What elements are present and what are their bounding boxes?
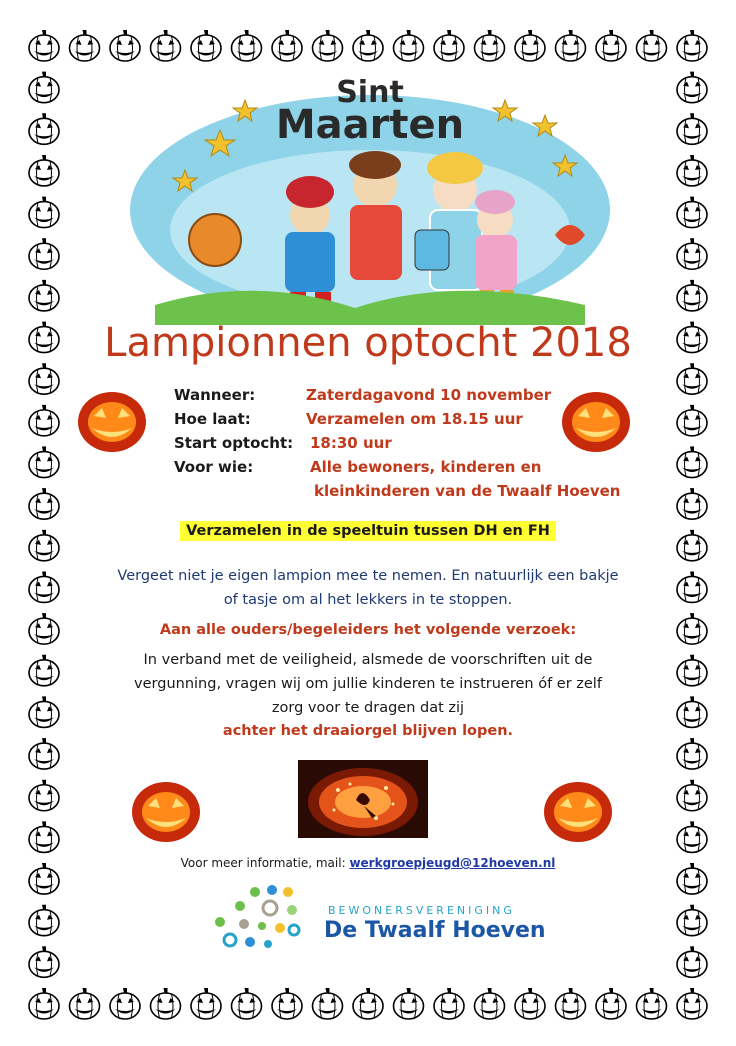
- pumpkin-border-icon: [29, 946, 59, 977]
- notice-line: vergunning, vragen wij om jullie kinderen te instrueren óf er zelf: [134, 676, 602, 692]
- pumpkin-border-icon: [353, 30, 383, 61]
- pumpkin-border-icon: [353, 988, 383, 1019]
- pumpkin-border-icon: [29, 988, 59, 1019]
- contact-email-link[interactable]: werkgroepjeugd@12hoeven.nl: [349, 856, 556, 870]
- detail-row-for-whom-cont: [174, 482, 634, 506]
- pumpkin-border-icon: [191, 988, 221, 1019]
- pumpkin-border-icon: [191, 30, 221, 61]
- pumpkin-border-icon: [677, 280, 707, 311]
- pumpkin-border-icon: [677, 905, 707, 936]
- detail-value: kleinkinderen van de Twaalf Hoeven: [314, 482, 621, 500]
- pumpkin-border-icon: [475, 988, 505, 1019]
- contact-info: [70, 856, 666, 870]
- association-logo: [200, 882, 560, 952]
- pumpkin-border-icon: [29, 405, 59, 436]
- detail-label: Hoe laat:: [174, 410, 251, 428]
- pumpkin-border-icon: [677, 946, 707, 977]
- pumpkin-border-icon: [677, 405, 707, 436]
- carved-pumpkin-photo: [298, 760, 428, 838]
- pumpkin-border-icon: [29, 905, 59, 936]
- pumpkin-border-icon: [29, 530, 59, 561]
- notice-line: zorg voor te dragen dat zij: [271, 700, 465, 716]
- pumpkin-border-icon: [70, 30, 100, 61]
- pumpkin-border-icon: [110, 30, 140, 61]
- pumpkin-border-icon: [596, 30, 626, 61]
- pumpkin-border-icon: [29, 655, 59, 686]
- jack-o-lantern-left-bottom: [126, 776, 206, 846]
- notice-body: [70, 648, 666, 720]
- pumpkin-border-icon: [637, 30, 667, 61]
- flyer-title: Lampionnen optocht 2018: [104, 320, 632, 366]
- detail-row-start: [174, 434, 634, 458]
- pumpkin-border-icon: [29, 363, 59, 394]
- pumpkin-border-icon: [70, 988, 100, 1019]
- pumpkin-border-icon: [29, 72, 59, 103]
- illustration-text-sint: Sint: [336, 75, 404, 110]
- logo-name: De Twaalf Hoeven: [324, 918, 546, 943]
- pumpkin-border-icon: [677, 30, 707, 61]
- event-details: [174, 386, 634, 506]
- pumpkin-border-icon: [29, 780, 59, 811]
- detail-label: Wanneer:: [174, 386, 256, 404]
- pumpkin-border-icon: [29, 613, 59, 644]
- illustration-text-maarten: Maarten: [275, 102, 465, 148]
- jack-o-lantern-right-bottom: [538, 776, 618, 846]
- pumpkin-border-icon: [29, 488, 59, 519]
- pumpkin-border-icon: [394, 30, 424, 61]
- pumpkin-border-icon: [29, 447, 59, 478]
- pumpkin-border-icon: [151, 988, 181, 1019]
- pumpkin-border-icon: [677, 738, 707, 769]
- pumpkin-border-icon: [29, 738, 59, 769]
- notice-emphasis: achter het draaiorgel blijven lopen.: [222, 723, 514, 739]
- pumpkin-border-icon: [677, 363, 707, 394]
- pumpkin-border-icon: [677, 571, 707, 602]
- pumpkin-border-icon: [29, 30, 59, 61]
- pumpkin-border-icon: [29, 113, 59, 144]
- contact-prefix: Voor meer informatie, mail:: [180, 856, 346, 870]
- pumpkin-border-icon: [29, 197, 59, 228]
- pumpkin-border-icon: [677, 780, 707, 811]
- jack-o-lantern-left-top: [72, 386, 152, 456]
- detail-value: 18:30 uur: [310, 434, 392, 452]
- reminder-line: Vergeet niet je eigen lampion mee te nemen. En natuurlijk een bakje: [117, 568, 619, 584]
- detail-label: Voor wie:: [174, 458, 254, 476]
- pumpkin-border-icon: [515, 988, 545, 1019]
- pumpkin-border-icon: [434, 30, 464, 61]
- pumpkin-border-icon: [232, 30, 262, 61]
- pumpkin-border-icon: [677, 238, 707, 269]
- detail-value: Zaterdagavond 10 november: [306, 386, 552, 404]
- pumpkin-border-icon: [556, 988, 586, 1019]
- pumpkin-border-icon: [29, 322, 59, 353]
- logo-dots-icon: [200, 882, 310, 952]
- pumpkin-border-icon: [677, 322, 707, 353]
- pumpkin-border-icon: [29, 280, 59, 311]
- pumpkin-border-icon: [29, 571, 59, 602]
- pumpkin-border-icon: [29, 238, 59, 269]
- pumpkin-border-icon: [556, 30, 586, 61]
- meeting-point-text: Verzamelen in de speeltuin tussen DH en FH: [180, 521, 556, 541]
- pumpkin-border-icon: [596, 988, 626, 1019]
- pumpkin-border-icon: [677, 613, 707, 644]
- pumpkin-border-icon: [313, 30, 343, 61]
- pumpkin-border-icon: [29, 155, 59, 186]
- pumpkin-border-icon: [677, 821, 707, 852]
- reminder-line: of tasje om al het lekkers in te stoppen.: [223, 592, 513, 608]
- pumpkin-border-icon: [272, 988, 302, 1019]
- detail-label: Start optocht:: [174, 434, 294, 452]
- pumpkin-border-icon: [677, 113, 707, 144]
- pumpkin-border-icon: [677, 863, 707, 894]
- pumpkin-border-icon: [637, 988, 667, 1019]
- pumpkin-border-icon: [677, 155, 707, 186]
- notice-title: Aan alle ouders/begeleiders het volgende verzoek:: [159, 622, 577, 638]
- pumpkin-border-icon: [313, 988, 343, 1019]
- pumpkin-border-icon: [515, 30, 545, 61]
- sint-maarten-illustration: [125, 60, 615, 325]
- pumpkin-border-icon: [151, 30, 181, 61]
- reminder-paragraph: [70, 564, 666, 612]
- detail-row-for-whom: [174, 458, 634, 482]
- detail-row-when: [174, 386, 634, 410]
- pumpkin-border-icon: [677, 530, 707, 561]
- pumpkin-border-icon: [434, 988, 464, 1019]
- pumpkin-border-icon: [29, 696, 59, 727]
- detail-row-time: [174, 410, 634, 434]
- pumpkin-border-icon: [29, 863, 59, 894]
- detail-value: Verzamelen om 18.15 uur: [306, 410, 523, 428]
- pumpkin-border-icon: [677, 655, 707, 686]
- flyer-content: [70, 60, 666, 980]
- logo-subtitle: BEWONERSVERENIGING: [328, 904, 515, 917]
- pumpkin-border-icon: [677, 488, 707, 519]
- pumpkin-border-icon: [232, 988, 262, 1019]
- pumpkin-border-icon: [677, 988, 707, 1019]
- pumpkin-border-icon: [677, 696, 707, 727]
- pumpkin-border-icon: [29, 821, 59, 852]
- pumpkin-border-icon: [475, 30, 505, 61]
- pumpkin-border-icon: [677, 197, 707, 228]
- pumpkin-border-icon: [677, 72, 707, 103]
- pumpkin-border-icon: [110, 988, 140, 1019]
- detail-value: Alle bewoners, kinderen en: [310, 458, 542, 476]
- pumpkin-border-icon: [677, 447, 707, 478]
- notice-line: In verband met de veiligheid, alsmede de voorschriften uit de: [143, 652, 593, 668]
- pumpkin-border-icon: [272, 30, 302, 61]
- meeting-point: [70, 520, 666, 541]
- pumpkin-border-icon: [394, 988, 424, 1019]
